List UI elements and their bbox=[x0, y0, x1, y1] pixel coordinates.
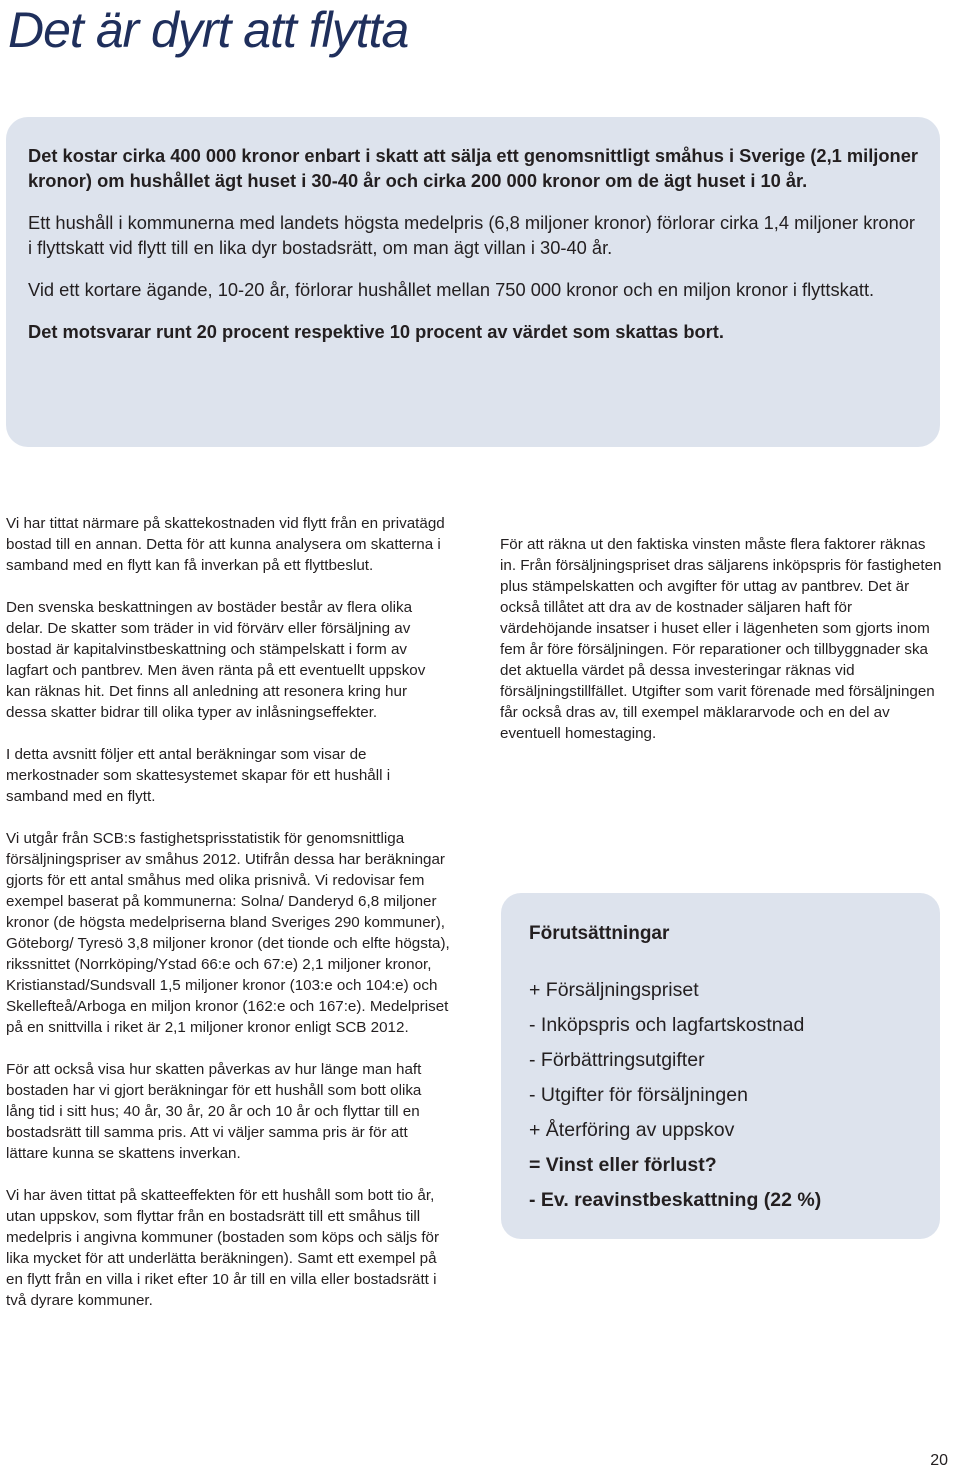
right-text-column bbox=[500, 534, 942, 765]
intro-summary-box bbox=[6, 117, 940, 447]
intro-paragraph: Vid ett kortare ägande, 10-20 år, förlorar hushållet mellan 750 000 kronor och en miljon kronor i flyttskatt. bbox=[28, 279, 875, 300]
calculation-item: - Förbättringsutgifter bbox=[529, 1049, 705, 1071]
body-paragraph: Vi har även tittat på skatteeffekten för ett hushåll som bott tio år, utan uppskov, som flyttar från en bostadsrätt till ett småhus till medelpris i angivna kommuner (bostaden som köps och säljs för lika mycket för att underlätta beräkningen). Samt ett exempel på en flytt från en villa i riket efter 10 år till en villa eller bostadsrätt i två dyrare kommuner. bbox=[6, 1187, 440, 1309]
page-number: 20 bbox=[930, 1452, 948, 1469]
body-paragraph: Den svenska beskattningen av bostäder består av flera olika delar. De skatter som träder in vid förvärv eller försäljning av bostad är kapitalvinstbeskattning och stämpelskatt i form av lagfart och pantbrev. Men även ränta på ett eventuellt uppskov kan räknas hit. Det finns all anledning att resonera kring hur dessa skatter bidrar till olika typer av inlåsningseffekter. bbox=[6, 599, 426, 721]
body-paragraph: För att också visa hur skatten påverkas av hur länge man haft bostaden har vi gjort beräkningar för ett hushåll som bott olika lång tid i sitt hus; 40 år, 30 år, 20 år och 10 år och flyttar till en bostadsrätt till samma pris. Att vi väljer samma pris är för att lättare kunna se skattens inverkan. bbox=[6, 1061, 422, 1162]
body-paragraph: I detta avsnitt följer ett antal beräkningar som visar de merkostnader som skattesystemet skapar för ett hushåll i samband med en flytt. bbox=[6, 746, 391, 805]
intro-paragraph: Det kostar cirka 400 000 kronor enbart i skatt att sälja ett genomsnittligt småhus i Sverige (2,1 miljoner kronor) om hushållet ägt huset i 30-40 år och cirka 200 000 kronor om de ägt huset i 10 år. bbox=[28, 145, 918, 191]
body-paragraph: Vi har tittat närmare på skattekostnaden vid flytt från en privatägd bostad till en annan. Detta för att kunna analysera om skatterna i samband med en flytt kan få inverkan på ett flyttbeslut. bbox=[6, 515, 445, 574]
calculation-result: = Vinst eller förlust? bbox=[529, 1154, 717, 1176]
body-paragraph: För att räkna ut den faktiska vinsten måste flera faktorer räknas in. Från försäljningspriset dras säljarens inköpspris för fastigheten plus stämpelskatten och avgifter för uttag av pantbrev. Det är också tillåtet att dra av de kostnader säljaren haft för värdehöjande insatser i huset eller i lägenheten som gjorts inom fem år före försäljningen. För reparationer och tillbyggnader ska det aktuella värdet på dessa investeringar räknas vid försäljningstillfället. Utgifter som varit förenade med försäljningen får också dras av, till exempel mäklararvode och en del av eventuell homestaging. bbox=[500, 536, 942, 742]
body-paragraph: Vi utgår från SCB:s fastighetsprisstatistik för genomsnittliga försäljningspriser av småhus 2012. Utifrån dessa har beräkningar gjorts för ett antal småhus med olika prisnivå. Vi redovisar fem exempel baserat på kommunerna: Solna/ Danderyd 6,8 miljoner kronor (de högsta medelpriserna bland Sveriges 290 kommuner), Göteborg/ Tyresö 3,8 miljoner kronor (det tionde och elfte högsta), rikssnittet (Norrköping/Ystad 66:e och 67:e) 2,1 miljoner kronor, Kristianstad/Sundsvall 1,5 miljoner kronor (103:e och 104:e) och Skellefteå/Arboga en miljon kronor (162:e och 167:e). Medelpriset på en snittvilla i riket är 2,1 miljoner kronor enligt SCB 2012. bbox=[6, 830, 450, 1036]
calculation-item: - Utgifter för försäljningen bbox=[529, 1084, 748, 1106]
calculation-list bbox=[529, 973, 912, 1218]
calculation-item: + Återföring av uppskov bbox=[529, 1119, 735, 1141]
calculation-box bbox=[501, 893, 940, 1239]
calculation-item: + Försäljningspriset bbox=[529, 979, 699, 1001]
intro-paragraph: Det motsvarar runt 20 procent respektive 10 procent av värdet som skattas bort. bbox=[28, 321, 724, 342]
calculation-item: - Inköpspris och lagfartskostnad bbox=[529, 1014, 805, 1036]
calculation-tax: - Ev. reavinstbeskattning (22 %) bbox=[529, 1189, 822, 1211]
left-text-column bbox=[6, 513, 450, 1332]
page-title: Det är dyrt att flytta bbox=[8, 2, 409, 58]
intro-paragraph: Ett hushåll i kommunerna med landets högsta medelpris (6,8 miljoner kronor) förlorar cirka 1,4 miljoner kronor i flyttskatt vid flytt till en lika dyr bostadsrätt, om man ägt villan i 30-40 år. bbox=[28, 212, 916, 258]
calculation-heading: Förutsättningar bbox=[529, 923, 670, 944]
